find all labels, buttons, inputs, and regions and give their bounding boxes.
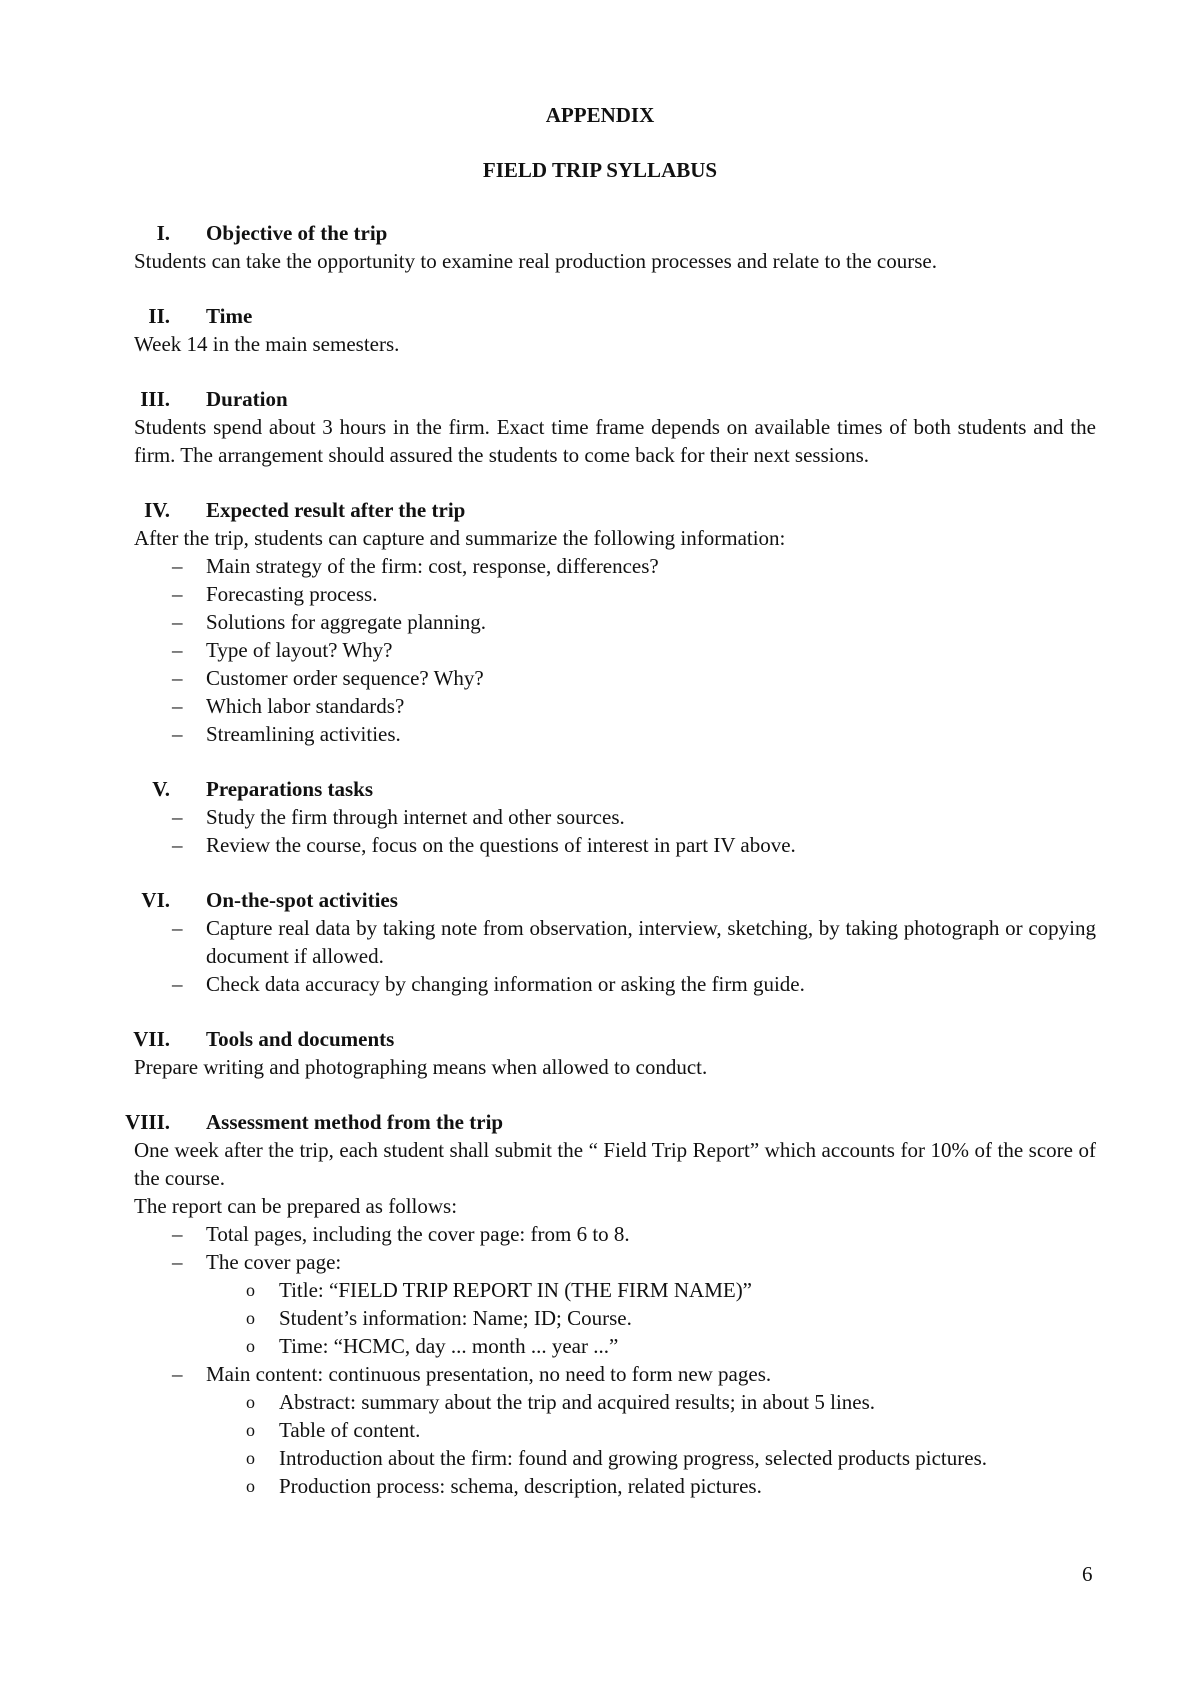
section-heading	[134, 775, 1096, 803]
dash-marker: –	[172, 916, 183, 940]
section-heading	[134, 1025, 1096, 1053]
section-title: Assessment method from the trip	[206, 1110, 504, 1134]
circle-marker: o	[246, 1448, 255, 1468]
section-number: V.	[152, 777, 170, 801]
list-item	[134, 914, 1096, 970]
list-item-text: Forecasting process.	[206, 582, 378, 606]
expected-result-list	[134, 552, 1096, 748]
list-item	[134, 831, 1096, 859]
section-heading	[134, 385, 1096, 413]
circle-marker: o	[246, 1476, 255, 1496]
list-item-text: Main strategy of the firm: cost, response, differences?	[206, 554, 659, 578]
section-text: One week after the trip, each student shall submit the “ Field Trip Report” which accounts for 10% of the score of the course.	[134, 1138, 1096, 1190]
dash-marker: –	[172, 582, 183, 606]
syllabus-title: FIELD TRIP SYLLABUS	[482, 158, 718, 182]
list-item	[134, 803, 1096, 831]
sub-list-item-text: Title: “FIELD TRIP REPORT IN (THE FIRM NAME)”	[279, 1278, 753, 1302]
list-item	[134, 692, 1096, 720]
section-tools	[134, 1025, 1096, 1081]
section-number: VII.	[133, 1027, 170, 1051]
dash-marker: –	[172, 610, 183, 634]
section-title: On-the-spot activities	[206, 888, 398, 912]
list-item-text: Main content: continuous presentation, no need to form new pages.	[206, 1362, 772, 1386]
list-item-text: The cover page:	[206, 1250, 342, 1274]
sub-list-item	[134, 1416, 1096, 1444]
section-title: Tools and documents	[206, 1027, 395, 1051]
list-item-text: Streamlining activities.	[206, 722, 401, 746]
section-heading	[134, 219, 1096, 247]
list-item-text: Study the firm through internet and other sources.	[206, 805, 625, 829]
preparations-list	[134, 803, 1096, 859]
list-item-text: Customer order sequence? Why?	[206, 666, 484, 690]
sub-list-item-text: Time: “HCMC, day ... month ... year ...”	[279, 1334, 619, 1358]
section-text: Students spend about 3 hours in the firm. Exact time frame depends on available times of both students and the firm. The arrangement should assured the students to come back for their next sessions.	[134, 415, 1096, 467]
on-the-spot-list	[134, 914, 1096, 998]
list-item	[134, 552, 1096, 580]
list-item	[134, 1220, 1096, 1248]
list-item-text: Total pages, including the cover page: from 6 to 8.	[206, 1222, 630, 1246]
sub-list-item-text: Introduction about the firm: found and growing progress, selected products pictures.	[279, 1446, 987, 1470]
sub-list-item	[134, 1472, 1096, 1500]
circle-marker: o	[246, 1308, 255, 1328]
dash-marker: –	[172, 638, 183, 662]
section-number: II.	[148, 304, 170, 328]
dash-marker: –	[172, 972, 183, 996]
sub-list-item	[134, 1388, 1096, 1416]
section-preparations	[134, 775, 1096, 859]
section-text: Prepare writing and photographing means when allowed to conduct.	[134, 1055, 708, 1079]
section-title: Expected result after the trip	[206, 498, 466, 522]
list-item-text: Which labor standards?	[206, 694, 405, 718]
report-structure-list	[134, 1220, 1096, 1500]
sub-list-item	[134, 1304, 1096, 1332]
section-heading	[125, 1108, 1096, 1136]
document-body	[125, 219, 1096, 1500]
section-number: VI.	[141, 888, 170, 912]
section-number: VIII.	[125, 1110, 170, 1134]
section-title: Duration	[206, 387, 288, 411]
section-on-the-spot	[134, 886, 1096, 998]
sub-list-item-text: Student’s information: Name; ID; Course.	[279, 1306, 632, 1330]
section-text: Students can take the opportunity to examine real production processes and relate to the course.	[134, 249, 937, 273]
list-item	[134, 720, 1096, 748]
circle-marker: o	[246, 1420, 255, 1440]
sub-list-item-text: Abstract: summary about the trip and acquired results; in about 5 lines.	[279, 1390, 876, 1414]
sub-list-item-text: Production process: schema, description, related pictures.	[279, 1474, 762, 1498]
section-duration	[134, 385, 1096, 469]
list-item-text: Type of layout? Why?	[206, 638, 393, 662]
list-item	[134, 636, 1096, 664]
section-title: Objective of the trip	[206, 221, 388, 245]
page-number: 6	[1082, 1562, 1093, 1586]
list-item	[134, 664, 1096, 692]
section-text: Week 14 in the main semesters.	[134, 332, 400, 356]
sub-list-item	[134, 1444, 1096, 1472]
appendix-heading: APPENDIX	[545, 103, 655, 127]
dash-marker: –	[172, 1222, 183, 1246]
list-item	[134, 1248, 1096, 1276]
section-assessment	[125, 1108, 1096, 1500]
sub-list-item	[134, 1332, 1096, 1360]
section-time	[134, 302, 1096, 358]
section-number: I.	[156, 221, 170, 245]
section-objective	[134, 219, 1096, 275]
list-item-text: Capture real data by taking note from observation, interview, sketching, by taking photograph or copying document if allowed.	[206, 916, 1096, 968]
dash-marker: –	[172, 1250, 183, 1274]
list-item	[134, 608, 1096, 636]
section-number: IV.	[144, 498, 170, 522]
list-item-text: Check data accuracy by changing information or asking the firm guide.	[206, 972, 805, 996]
circle-marker: o	[246, 1336, 255, 1356]
sub-list-item	[134, 1276, 1096, 1304]
dash-marker: –	[172, 694, 183, 718]
section-title: Preparations tasks	[206, 777, 374, 801]
section-expected-result	[134, 496, 1096, 748]
list-item	[134, 970, 1096, 998]
section-heading	[134, 302, 1096, 330]
dash-marker: –	[172, 722, 183, 746]
section-intro: After the trip, students can capture and summarize the following information:	[134, 526, 786, 550]
section-heading	[134, 886, 1096, 914]
list-item	[134, 580, 1096, 608]
list-item	[134, 1360, 1096, 1388]
dash-marker: –	[172, 833, 183, 857]
dash-marker: –	[172, 1362, 183, 1386]
circle-marker: o	[246, 1280, 255, 1300]
sub-list-item-text: Table of content.	[279, 1418, 421, 1442]
dash-marker: –	[172, 554, 183, 578]
dash-marker: –	[172, 805, 183, 829]
section-number: III.	[140, 387, 170, 411]
dash-marker: –	[172, 666, 183, 690]
section-heading	[134, 496, 1096, 524]
list-item-text: Review the course, focus on the questions of interest in part IV above.	[206, 833, 796, 857]
list-item-text: Solutions for aggregate planning.	[206, 610, 486, 634]
section-text: The report can be prepared as follows:	[134, 1194, 458, 1218]
circle-marker: o	[246, 1392, 255, 1412]
section-title: Time	[206, 304, 253, 328]
